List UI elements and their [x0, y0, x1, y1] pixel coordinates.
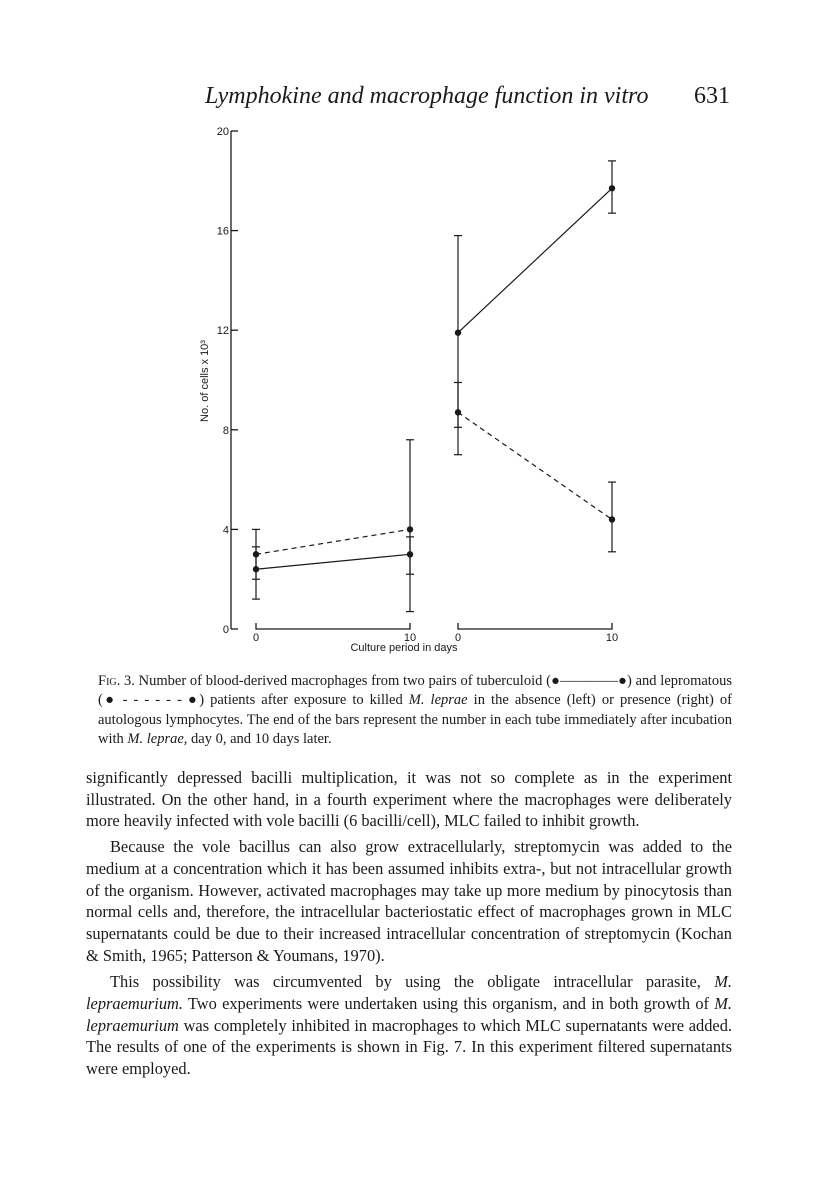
caption-text: , day 0, and 10 days later.: [183, 730, 332, 747]
paragraph-3-text: Two experiments were undertaken using this organism, and in both growth of: [182, 994, 715, 1014]
paragraph-1: significantly depressed bacilli multiplication, it was not so complete as in the experiment illustrated. On the other hand, in a fourth experiment where the macrophages were deliberately more heavily infected with vole bacilli (6 bacilli/cell), MLC failed to inhibit growth.: [86, 768, 732, 831]
series-line-lepromatous: [256, 529, 410, 554]
data-point-lepromatous: [253, 551, 259, 557]
data-point-lepromatous: [609, 516, 615, 522]
species-name: M. lepraemurium: [86, 994, 732, 1035]
data-point-tuberculoid: [609, 185, 615, 191]
caption-species: M. leprae: [408, 692, 468, 709]
x-tick-label: 0: [454, 632, 462, 644]
x-axis-label: Culture period in days: [350, 642, 458, 654]
caption-text: ) patients after exposure to killed: [199, 692, 409, 709]
x-axis-bracket: [256, 623, 410, 629]
chart-marks: [252, 161, 616, 612]
chart-axes: [217, 126, 618, 644]
caption-label: Fig. 3.: [98, 673, 135, 689]
figure-caption: [98, 672, 732, 749]
x-tick-label: 10: [605, 632, 619, 644]
y-tick-label: 0: [222, 624, 229, 636]
caption-text: Number of blood-derived macrophages from two pairs of tuberculoid (: [138, 673, 551, 689]
caption-text: ) and lepromatous (: [98, 673, 732, 709]
paragraph-3-text: This possibility was circumvented by using the obligate intracellular parasite,: [110, 972, 715, 992]
series-line-lepromatous: [458, 412, 612, 519]
x-tick-label: 10: [403, 632, 417, 644]
x-axis-bracket: [458, 623, 612, 629]
page-number: 631: [694, 83, 730, 109]
y-tick-label: 4: [222, 524, 229, 537]
paragraph-2: Because the vole bacillus can also grow extracellularly, streptomycin was added to the medium at a concentration which it has been assumed inhibits extra-, but not intracellular growth of the organism. However, activated macrophages may take up more medium by pinocytosis than normal cells and, therefore, the intracellular bacteriostatic effect of macrophages grown in MLC supernatants could be due to their increased intracellular concentration of streptomycin (Kochan & Smith, 1965; Patterson & Youmans, 1970).: [86, 837, 732, 965]
running-head: Lymphokine and macrophage function in vitro: [205, 83, 649, 109]
paragraph-3-text: was completely inhibited in macrophages to which MLC supernatants were added. The results of one of the experiments is shown in Fig. 7. In this experiment filtered supernatants were employed.: [86, 1015, 732, 1079]
y-tick-label: 20: [216, 126, 229, 138]
species-name: M. lepraemurium.: [86, 972, 732, 1014]
caption-species: M. leprae: [127, 730, 184, 747]
x-tick-label: 0: [252, 632, 260, 644]
y-tick-label: 12: [216, 325, 229, 338]
data-point-lepromatous: [407, 526, 413, 532]
series-line-tuberculoid: [458, 188, 612, 332]
y-tick-label: 8: [222, 424, 229, 437]
paragraph-3: [86, 971, 732, 1080]
series-line-tuberculoid: [256, 554, 410, 569]
data-point-tuberculoid: [455, 329, 461, 335]
y-axis-label: No. of cells x 10³: [199, 340, 211, 422]
y-tick-label: 16: [216, 225, 229, 238]
legend-lepromatous-symbol: ● - - - - - - ●: [102, 692, 200, 709]
body-text: [86, 767, 732, 1080]
legend-tuberculoid-symbol: ●————●: [550, 673, 628, 689]
data-point-lepromatous: [455, 409, 461, 415]
caption-text: in the absence (left) or presence (right) of autologous lymphocytes. The end of the bars represent the number in each tube immediately after incubation with: [98, 692, 732, 747]
